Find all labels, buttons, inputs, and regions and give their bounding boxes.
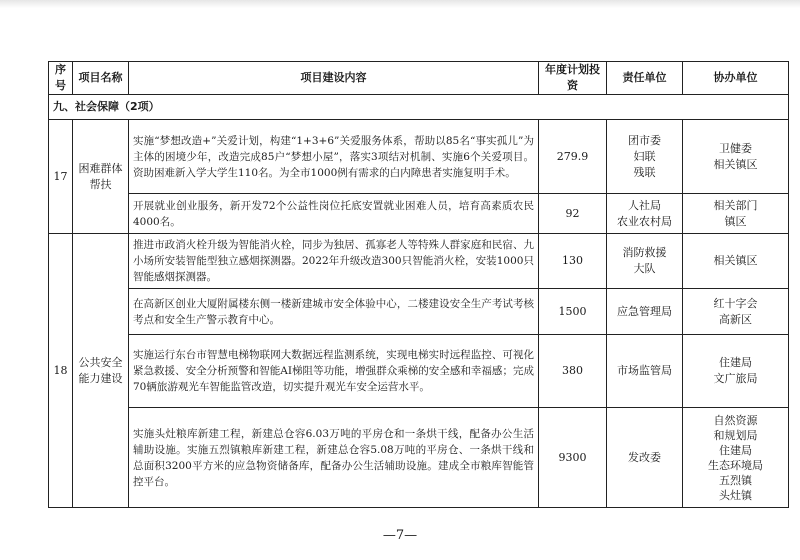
cooperating-unit: 自然资源 和规划局 住建局 生态环境局 五烈镇 头灶镇 <box>683 408 789 508</box>
project-name: 困难群体 帮扶 <box>73 120 129 234</box>
table-row <box>49 234 789 289</box>
header-responsible: 责任单位 <box>607 62 683 95</box>
header-name: 项目名称 <box>73 62 129 95</box>
responsible-unit: 应急管理局 <box>607 289 683 335</box>
cooperating-unit: 相关部门 镇区 <box>683 194 789 234</box>
cooperating-unit: 红十字会 高新区 <box>683 289 789 335</box>
project-content: 在高新区创业大厦附属楼东侧一楼新建城市安全体验中心，二楼建设安全生产考试考核考点和安全生产警示教育中心。 <box>129 289 539 335</box>
page-number: —7— <box>382 528 418 543</box>
project-name: 公共安全 能力建设 <box>73 234 129 508</box>
section-row <box>49 95 789 120</box>
responsible-unit: 发改委 <box>607 408 683 508</box>
header-seq: 序号 <box>49 62 73 95</box>
responsible-unit: 人社局 农业农村局 <box>607 194 683 234</box>
project-content: 开展就业创业服务，新开发72个公益性岗位托底安置就业困难人员，培育高素质农民4000名。 <box>129 194 539 234</box>
table-header-row <box>49 62 789 95</box>
project-content: 实施运行东台市智慧电梯物联网大数据远程监测系统，实现电梯实时远程监控、可视化紧急救援、安全分析预警和智能AI梯阻等功能，增强群众乘梯的安全感和幸福感；完成70辆旅游观光车智能监管改造，切实提升观光车安全运营水平。 <box>129 335 539 408</box>
project-content: 实施“梦想改造+”关爱计划，构建“1+3+6”关爱服务体系，帮助以85名“事实孤儿”为主体的困境少年，改造完成85户“梦想小屋”，落实3项结对机制、实施6个关爱项目。资助困难新入学大学生110名。为全市1000例有需求的白内障患者实施复明手术。 <box>129 120 539 194</box>
header-cooperating: 协办单位 <box>683 62 789 95</box>
investment-value: 279.9 <box>539 120 607 194</box>
cooperating-unit: 住建局 文广旅局 <box>683 335 789 408</box>
table-row <box>49 335 789 408</box>
scan-top-edge <box>0 0 800 8</box>
responsible-unit: 市场监管局 <box>607 335 683 408</box>
table-row <box>49 120 789 194</box>
header-investment: 年度计划投资 <box>539 62 607 95</box>
project-content: 推进市政消火栓升级为智能消火栓，同步为独居、孤寡老人等特殊人群家庭和民宿、九小场所安装智能型独立感烟探测器。2022年升级改造300只智能消火栓，安装1000只智能感烟探测器。 <box>129 234 539 289</box>
responsible-unit: 团市委 妇联 残联 <box>607 120 683 194</box>
cooperating-unit: 卫健委 相关镇区 <box>683 120 789 194</box>
investment-value: 9300 <box>539 408 607 508</box>
investment-value: 92 <box>539 194 607 234</box>
investment-value: 380 <box>539 335 607 408</box>
responsible-unit: 消防救援 大队 <box>607 234 683 289</box>
project-table <box>48 61 789 508</box>
project-seq: 18 <box>49 234 73 508</box>
section-title: 九、社会保障（2项） <box>49 95 789 120</box>
project-seq: 17 <box>49 120 73 234</box>
header-content: 项目建设内容 <box>129 62 539 95</box>
project-content: 实施头灶粮库新建工程，新建总仓容6.03万吨的平房仓和一条烘干线，配备办公生活辅助设施。实施五烈镇粮库新建工程，新建总仓容5.08万吨的平房仓、一条烘干线和总面积3200平方米的应急物资储备库，配备办公生活辅助设施。建成全市粮库智能管控平台。 <box>129 408 539 508</box>
investment-value: 1500 <box>539 289 607 335</box>
table-row <box>49 289 789 335</box>
table-row <box>49 194 789 234</box>
investment-value: 130 <box>539 234 607 289</box>
cooperating-unit: 相关镇区 <box>683 234 789 289</box>
table-row <box>49 408 789 508</box>
